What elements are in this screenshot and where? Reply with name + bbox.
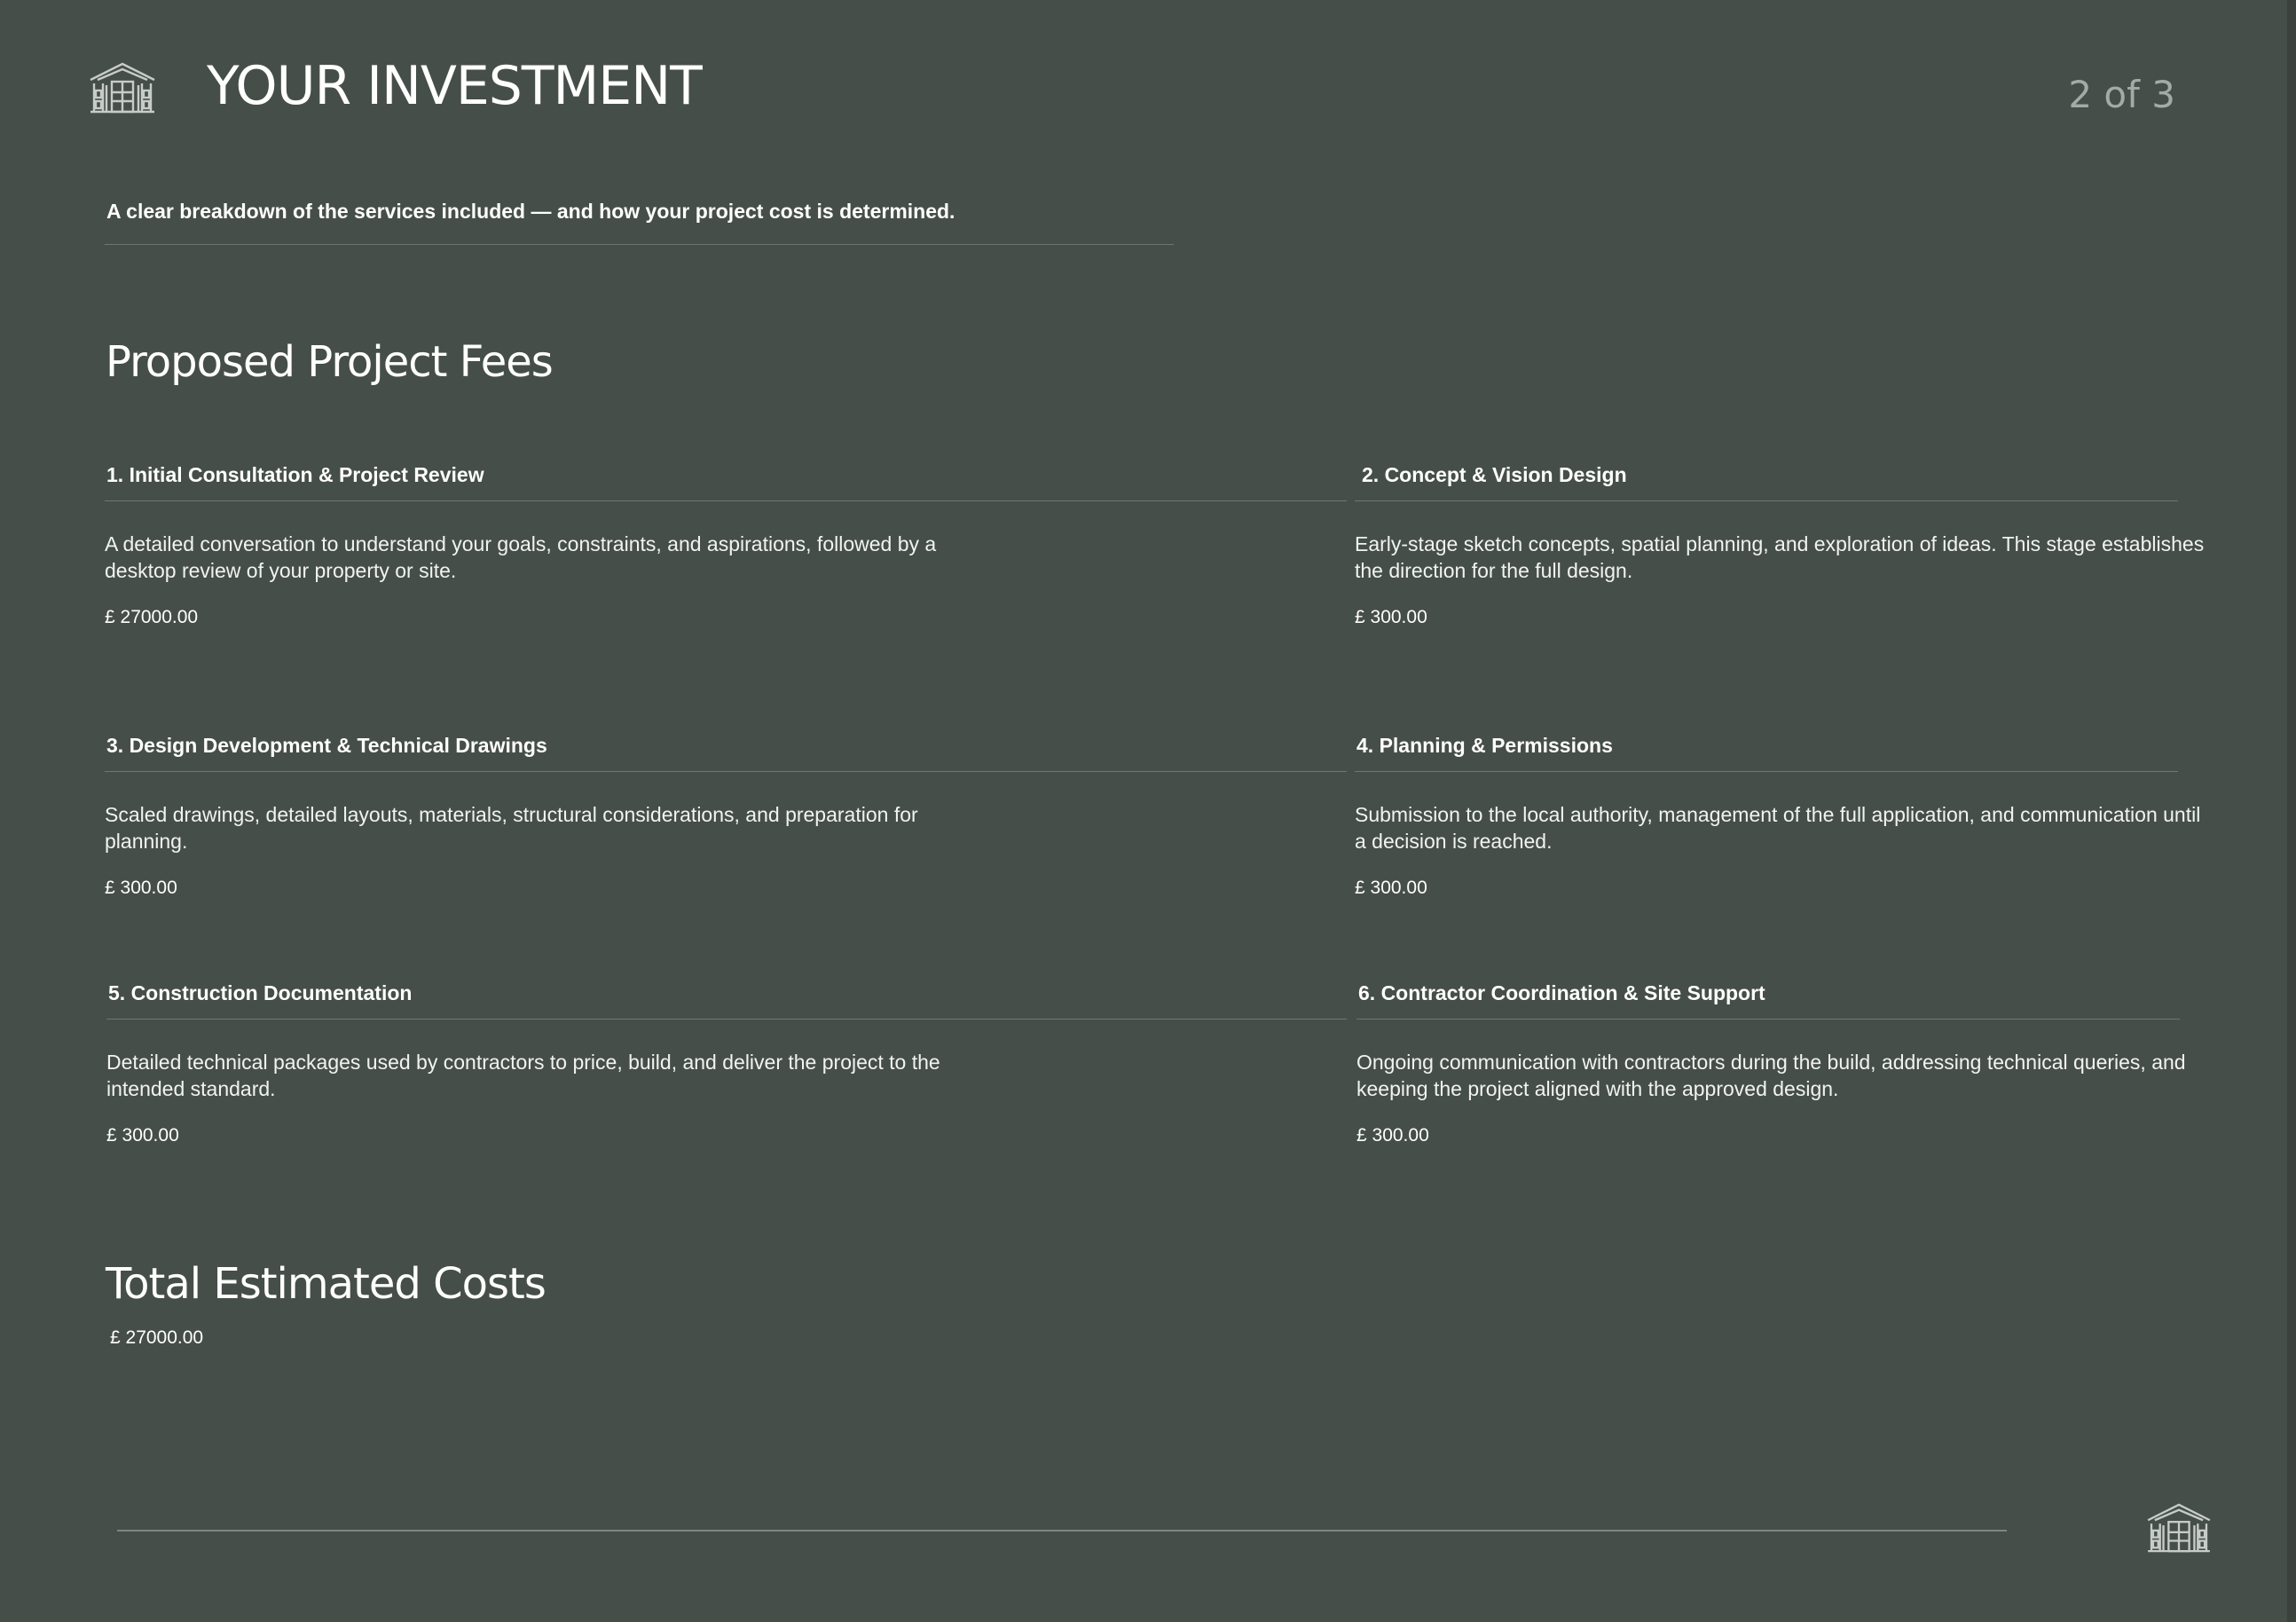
fee-item: [105, 734, 1347, 899]
building-icon: [85, 59, 160, 115]
fee-price: £ 300.00: [1355, 607, 1427, 627]
fee-price: £ 300.00: [1355, 878, 1427, 898]
fee-divider: [105, 500, 1347, 501]
fee-heading: 4. Planning & Permissions: [1356, 734, 1613, 757]
fee-description: Submission to the local authority, management of the full application, and communication until a decision is reached.: [1355, 803, 2201, 853]
fee-item: [1355, 734, 2206, 899]
fee-description: Early-stage sketch concepts, spatial planning, and exploration of ideas. This stage establishes the direction for the full design.: [1355, 532, 2205, 582]
intro-text: A clear breakdown of the services included — and how your project cost is determined.: [106, 200, 955, 223]
total-section-title: Total Estimated Costs: [106, 1259, 546, 1309]
fee-description: Scaled drawings, detailed layouts, materials, structural considerations, and preparation for planning.: [105, 803, 918, 853]
page-edge: [2287, 0, 2296, 1622]
fee-heading: 5. Construction Documentation: [108, 981, 413, 1004]
fee-item: [1355, 463, 2206, 628]
fee-price: £ 27000.00: [105, 607, 199, 627]
fee-price: £ 300.00: [1356, 1125, 1429, 1146]
fees-section-title: Proposed Project Fees: [106, 337, 553, 387]
fee-heading: 1. Initial Consultation & Project Review: [106, 463, 484, 486]
intro-divider: [105, 244, 1174, 245]
fee-item: [1356, 981, 2208, 1146]
fee-divider: [105, 771, 1347, 772]
fee-description: Detailed technical packages used by contractors to price, build, and deliver the project to the intended standard.: [106, 1051, 940, 1100]
page-indicator: 2 of 3: [2068, 73, 2175, 116]
fee-item: [105, 463, 1347, 628]
fee-heading: 2. Concept & Vision Design: [1362, 463, 1627, 486]
page-title: YOUR INVESTMENT: [207, 55, 702, 117]
fee-description: Ongoing communication with contractors during the build, addressing technical queries, and keeping the project aligned with the approved design.: [1356, 1051, 2186, 1100]
fee-divider: [1355, 500, 2178, 501]
building-icon: [2142, 1500, 2216, 1555]
fee-item: [106, 981, 1347, 1146]
fee-heading: 6. Contractor Coordination & Site Support: [1358, 981, 1765, 1004]
fee-divider: [1355, 771, 2178, 772]
total-value: £ 27000.00: [110, 1327, 204, 1348]
fee-divider: [106, 1019, 1347, 1020]
fee-price: £ 300.00: [105, 878, 177, 898]
fee-divider: [1356, 1019, 2180, 1020]
footer-divider: [117, 1530, 2007, 1531]
fee-heading: 3. Design Development & Technical Drawings: [106, 734, 547, 757]
fee-description: A detailed conversation to understand your goals, constraints, and aspirations, followed by a desktop review of your property or site.: [105, 532, 937, 582]
fee-price: £ 300.00: [106, 1125, 179, 1146]
